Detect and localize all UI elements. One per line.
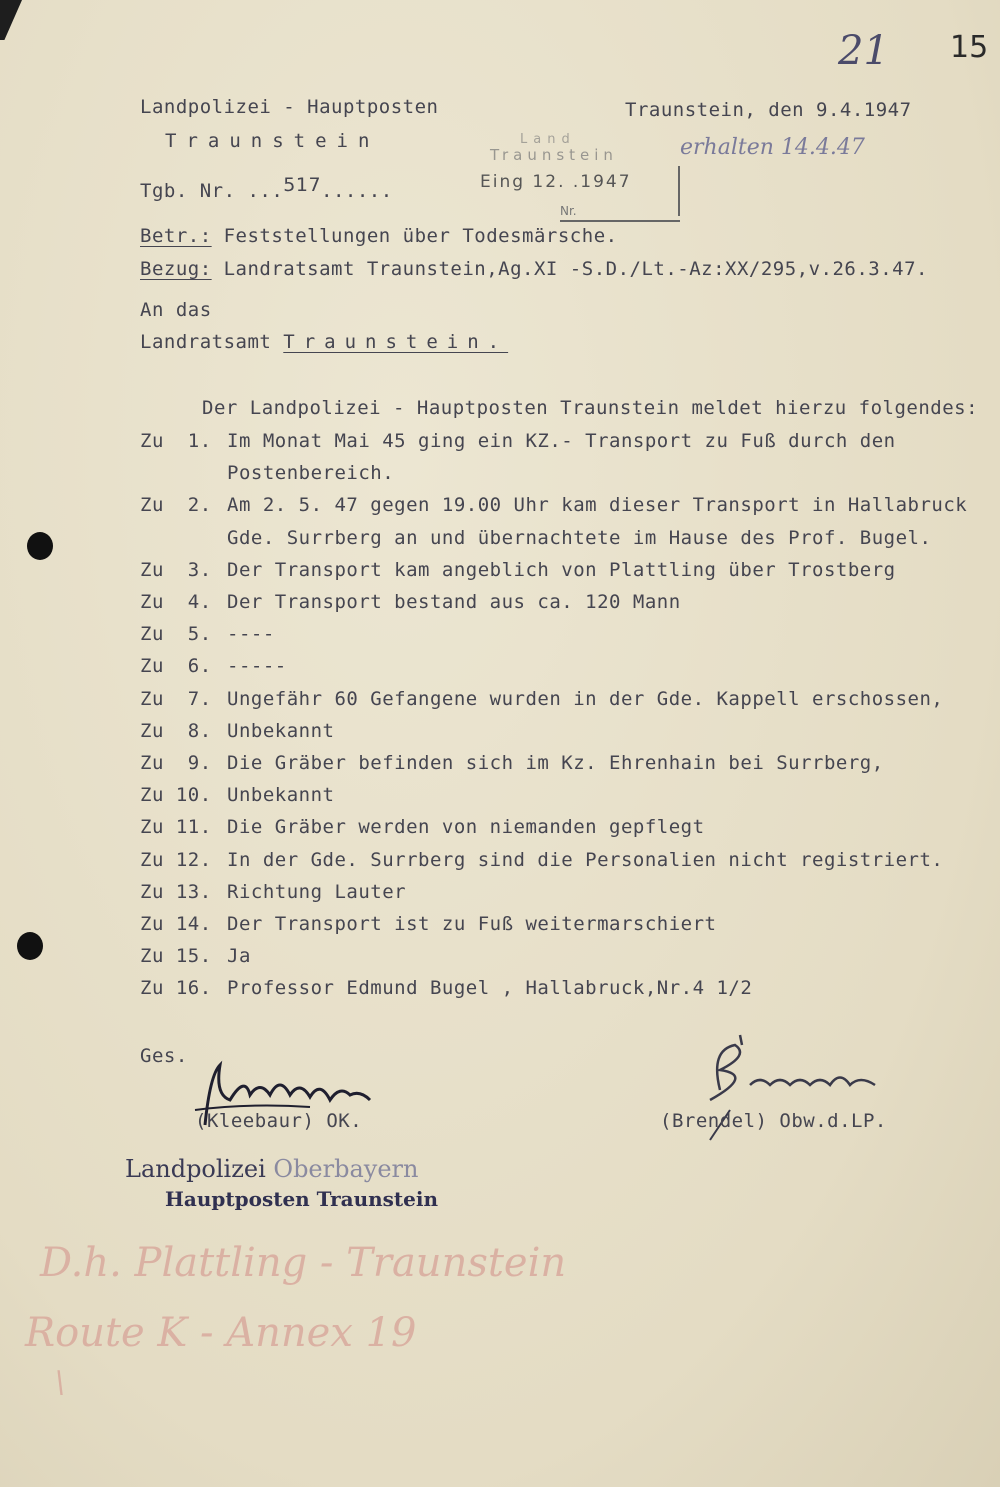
recipient-line1: An das — [140, 299, 212, 321]
receipt-stamp-number: Nr. — [560, 204, 577, 218]
finding-text: Die Gräber befinden sich im Kz. Ehrenhain bei Surrberg, — [227, 752, 884, 774]
receipt-stamp-line1: Land — [520, 132, 576, 147]
finding-text: In der Gde. Surrberg sind die Personalien nicht registriert. — [227, 848, 944, 871]
stamp-border — [560, 220, 680, 222]
signature-brendel — [680, 1030, 890, 1150]
finding-text: Ja — [227, 945, 251, 968]
reference-text: Landratsamt Traunstein,Ag.XI -S.D./Lt.-Az:XX/295,v.26.3.47. — [211, 258, 928, 280]
receipt-stamp-line2: Traunstein — [490, 146, 618, 164]
office-stamp — [125, 1155, 438, 1211]
receipt-stamp — [480, 130, 680, 222]
finding-label: Zu 10. — [140, 784, 212, 807]
page-number: 15 — [950, 30, 989, 65]
pencil-mark: \ — [55, 1365, 66, 1400]
finding-text: Am 2. 5. 47 gegen 19.00 Uhr kam dieser Transport in Hallabruck — [227, 494, 968, 517]
finding-label: Zu 13. — [140, 880, 212, 903]
journal-number — [140, 174, 393, 202]
archive-number: 21 — [838, 28, 889, 74]
finding-label: Zu 6. — [140, 655, 212, 678]
pencil-note-line2: Route K - Annex 19 — [25, 1310, 417, 1356]
subject-text: Feststellungen über Todesmärsche. — [211, 225, 618, 247]
finding-text: Der Transport ist zu Fuß weitermarschiert — [227, 913, 717, 935]
signoff: Ges. — [140, 1045, 188, 1067]
finding-label: Zu 9. — [140, 752, 212, 774]
subject-label: Betr.: — [140, 225, 212, 247]
finding-label: Zu 15. — [140, 945, 212, 968]
finding-text-continued: Postenbereich. — [227, 462, 395, 485]
pencil-note-line1: D.h. Plattling - Traunstein — [40, 1240, 567, 1286]
journal-value: 517 — [283, 174, 322, 196]
reference-label: Bezug: — [140, 258, 212, 280]
finding-label: Zu 2. — [140, 494, 212, 517]
finding-label: Zu 3. — [140, 558, 212, 581]
sender-line2: Traunstein — [165, 130, 380, 152]
finding-text: Der Transport bestand aus ca. 120 Mann — [227, 591, 681, 613]
finding-label: Zu 14. — [140, 913, 212, 935]
office-stamp-line2: Hauptposten Traunstein — [165, 1187, 439, 1211]
handwritten-received-note: erhalten 14.4.47 — [680, 135, 865, 160]
report-intro: Der Landpolizei - Hauptposten Traunstein meldet hierzu folgendes: — [202, 397, 979, 419]
stamp-border — [678, 166, 680, 216]
finding-label: Zu 7. — [140, 687, 212, 710]
office-stamp-region: Oberbayern — [265, 1155, 419, 1183]
receipt-stamp-date: Eing 12. .1947 — [480, 172, 632, 192]
finding-text: Ungefähr 60 Gefangene wurden in der Gde. Kappell erschossen, — [227, 687, 944, 710]
recipient-line2 — [140, 331, 508, 353]
finding-text: Professor Edmund Bugel , Hallabruck,Nr.4 1/2 — [227, 977, 753, 1000]
finding-label: Zu 4. — [140, 591, 212, 613]
place-date: Traunstein, den 9.4.1947 — [625, 99, 912, 121]
finding-label: Zu 5. — [140, 623, 212, 646]
finding-text: Im Monat Mai 45 ging ein KZ.- Transport zu Fuß durch den — [227, 430, 896, 452]
punch-hole — [17, 932, 43, 960]
reference-line — [140, 258, 928, 280]
office-stamp-line1 — [125, 1155, 438, 1183]
office-stamp-agency: Landpolizei — [125, 1155, 266, 1183]
finding-label: Zu 8. — [140, 719, 212, 742]
journal-label: Tgb. Nr. — [140, 180, 248, 202]
finding-label: Zu 16. — [140, 977, 212, 1000]
recipient-place: Traunstein. — [283, 331, 509, 353]
finding-label: Zu 12. — [140, 848, 212, 871]
journal-dots: ... — [247, 180, 284, 202]
finding-text: Die Gräber werden von niemanden gepflegt — [227, 816, 705, 839]
finding-text: Richtung Lauter — [227, 880, 407, 903]
signatory-left: (Kleebaur) OK. — [195, 1110, 363, 1132]
finding-label: Zu 1. — [140, 430, 212, 452]
punch-hole — [27, 532, 53, 560]
subject-line — [140, 225, 618, 247]
signatory-right: (Brendel) Obw.d.LP. — [660, 1110, 887, 1132]
finding-text: ----- — [227, 655, 287, 678]
finding-text: ---- — [227, 623, 275, 646]
finding-text: Der Transport kam angeblich von Plattling über Trostberg — [227, 558, 896, 581]
sender-line1: Landpolizei - Hauptposten — [140, 96, 439, 118]
finding-text: Unbekannt — [227, 784, 335, 807]
recipient-office: Landratsamt — [140, 331, 284, 353]
journal-dots: ...... — [321, 180, 393, 202]
finding-text-continued: Gde. Surrberg an und übernachtete im Hause des Prof. Bugel. — [227, 526, 932, 549]
finding-text: Unbekannt — [227, 719, 335, 742]
finding-label: Zu 11. — [140, 816, 212, 839]
